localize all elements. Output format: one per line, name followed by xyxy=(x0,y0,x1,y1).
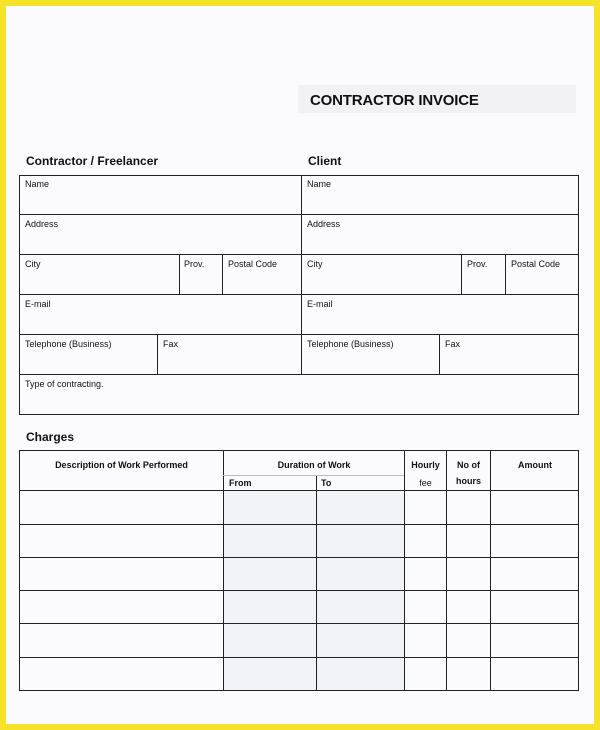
table-row[interactable] xyxy=(20,558,578,589)
client-address-field[interactable]: Address xyxy=(307,219,341,229)
table-row[interactable] xyxy=(20,591,578,622)
column-divider xyxy=(439,334,440,375)
column-header-amount: Amount xyxy=(518,460,552,470)
client-name-field[interactable]: Name xyxy=(307,179,332,189)
row-divider xyxy=(19,214,579,215)
contractor-address-field[interactable]: Address xyxy=(25,219,59,229)
column-header-hours-2: hours xyxy=(455,476,481,486)
table-row[interactable] xyxy=(20,491,578,523)
client-heading: Client xyxy=(308,154,342,168)
column-divider xyxy=(461,254,462,295)
client-fax-field[interactable]: Fax xyxy=(445,339,461,349)
table-row[interactable] xyxy=(20,658,578,690)
row-divider xyxy=(19,294,579,295)
column-header-description: Description of Work Performed xyxy=(55,460,188,470)
row-divider xyxy=(19,334,579,335)
table-row[interactable] xyxy=(20,525,578,556)
contractor-prov-field[interactable]: Prov. xyxy=(184,259,205,269)
column-divider xyxy=(157,334,158,375)
contractor-fax-field[interactable]: Fax xyxy=(163,339,179,349)
column-header-hours: No of xyxy=(457,460,480,470)
column-header-duration: Duration of Work xyxy=(277,460,351,470)
column-header-to: To xyxy=(321,478,332,488)
page-title: CONTRACTOR INVOICE xyxy=(310,92,479,109)
contractor-postal-field[interactable]: Postal Code xyxy=(228,259,278,269)
client-city-field[interactable]: City xyxy=(307,259,323,269)
row-divider xyxy=(19,374,579,375)
column-divider xyxy=(301,175,302,375)
contractor-city-field[interactable]: City xyxy=(25,259,41,269)
client-prov-field[interactable]: Prov. xyxy=(467,259,488,269)
contractor-heading: Contractor / Freelancer xyxy=(26,154,159,168)
column-divider xyxy=(179,254,180,295)
column-divider xyxy=(222,254,223,295)
client-phone-field[interactable]: Telephone (Business) xyxy=(307,339,394,349)
contractor-email-field[interactable]: E-mail xyxy=(25,299,51,309)
row-divider xyxy=(19,254,579,255)
client-postal-field[interactable]: Postal Code xyxy=(511,259,561,269)
contracting-type-field[interactable]: Type of contracting. xyxy=(25,379,104,389)
column-header-hourly-fee: fee xyxy=(419,478,432,488)
column-header-hourly: Hourly xyxy=(411,460,440,470)
column-divider xyxy=(505,254,506,295)
contractor-phone-field[interactable]: Telephone (Business) xyxy=(25,339,112,349)
column-header-from: From xyxy=(229,478,252,488)
client-email-field[interactable]: E-mail xyxy=(307,299,333,309)
charges-heading: Charges xyxy=(26,430,75,444)
table-row[interactable] xyxy=(20,624,578,656)
contractor-name-field[interactable]: Name xyxy=(25,179,50,189)
subheader-divider xyxy=(223,475,404,476)
